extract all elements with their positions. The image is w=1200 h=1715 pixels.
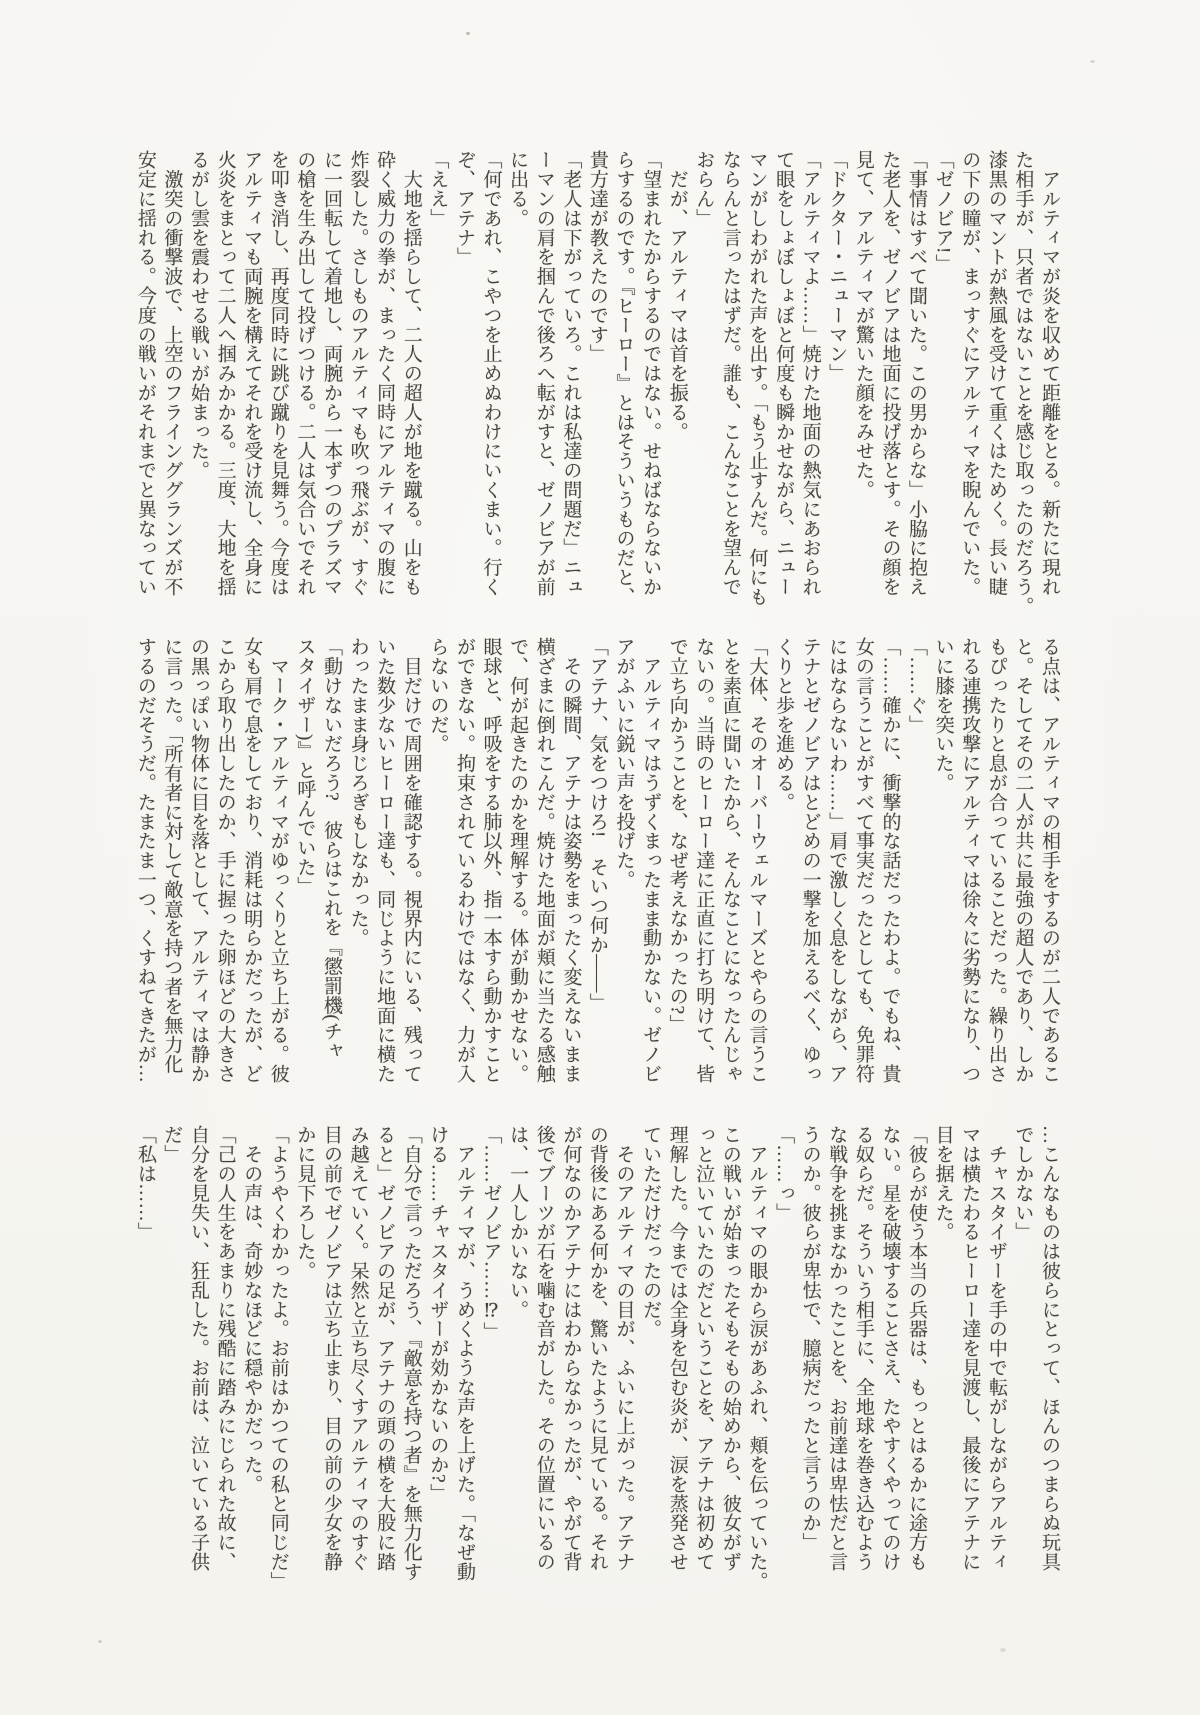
text-column: て眼をしょぼしょぼと何度も瞬かせながら、ニュー — [773, 150, 795, 597]
text-column: 目の前でゼノビアは立ち止まり、目の前の少女を静 — [320, 1125, 342, 1572]
text-column: 「大体、そのオーバーウェルマーズとやらの言うこ — [746, 637, 768, 1084]
text-column: る奴らだ。そういう相手に、全地球を巻き込むよう — [852, 1125, 874, 1572]
text-column: ける……チャスタイザーが効かないのか?」 — [427, 1125, 449, 1503]
text-column: にはならないわ……」肩で激しく息をしながら、ア — [826, 637, 848, 1084]
text-column: 漆黒のマントが熱風を受けて重くはためく。長い睫 — [985, 150, 1007, 597]
text-column: チャスタイザーを手の中で転がしながらアルティ — [985, 1125, 1007, 1572]
text-column: アルティマはうずくまったまま動かない。ゼノビ — [640, 637, 662, 1084]
text-column: 火炎をまとって二人へ掴みかかる。三度、大地を揺 — [214, 150, 236, 597]
text-column: 自分を見失い、狂乱した。お前は、泣いている子供 — [188, 1125, 209, 1572]
text-column: かに見下ろした。 — [294, 1125, 316, 1281]
text-column: で、何が起きたのかを理解する。体が動かせない。 — [507, 637, 529, 1084]
text-column: 「……ゼノビア……⁉」 — [480, 1125, 502, 1342]
text-column: の槍を生み出して投げつける。二人は気合いでそれ — [294, 150, 316, 597]
text-column: でしかない」 — [1012, 1125, 1034, 1242]
text-column: マは横たわるヒーロー達を見渡し、最後にアテナに — [959, 1125, 981, 1572]
text-column: に出る。 — [507, 150, 529, 228]
text-column: が何なのかアテナにはわからなかったが、やがて背 — [560, 1125, 582, 1572]
text-column: だ」 — [161, 1125, 183, 1164]
text-column: 「ドクター・ニューマン」 — [826, 150, 848, 383]
text-column: ない。星を破壊することさえ、たやすくやってのけ — [879, 1125, 901, 1572]
text-column: スタイザー)』と呼んでいた」 — [294, 637, 316, 896]
text-column: ていただけだったのだ。 — [640, 1125, 662, 1339]
text-column: アがふいに鋭い声を投げた。 — [613, 637, 635, 890]
text-column: を叩き消し、再度同時に跳び蹴りを見舞う。今度は — [267, 150, 289, 597]
text-column: そのアルティマの目が、ふいに上がった。アテナ — [613, 1125, 635, 1572]
text-column: こから取り出したのか、手に握った卵ほどの大きさ — [214, 637, 236, 1084]
text-column: とを素直に聞いたから、そんなことになったんじゃ — [719, 637, 741, 1084]
text-column: 女も肩で息をしており、消耗は明らかだったが、ど — [241, 637, 263, 1084]
text-column: 「……ぐ」 — [906, 637, 928, 734]
text-column: 見て、アルティマが驚いた顔をみせた。 — [852, 150, 874, 500]
text-column: な戦争を挑まなかったことを、お前達は卑怯だと言 — [826, 1125, 848, 1572]
text-column: 「アルティマよ……」焼けた地面の熱気にあおられ — [799, 150, 821, 597]
text-column: 後でブーツが石を噛む音がした。その位置にいるの — [533, 1125, 555, 1572]
text-column: 目を据えた。 — [932, 1125, 954, 1242]
text-column: 「何であれ、こやつを止めぬわけにいくまい。行く — [480, 150, 502, 597]
text-column: 「私は……」 — [134, 1125, 156, 1242]
text-column: ができない。拘束されているわけではなく、力が入 — [453, 637, 475, 1084]
text-column: テナとゼノビアはとどめの一撃を加えるべく、ゆっ — [799, 637, 821, 1084]
text-column: マーク・アルティマがゆっくりと立ち上がる。彼 — [267, 637, 289, 1084]
text-column: いた数少ないヒーロー達も、同じように地面に横た — [374, 637, 396, 1084]
text-column: 「望まれたからするのではない。せねばならないか — [640, 150, 662, 597]
scan-speck — [1090, 60, 1095, 63]
text-column: で立ち向かうことを、なぜ考えなかったの?」 — [666, 637, 688, 1034]
text-column: の下の瞳が、まっすぐにアルティマを睨んでいた。 — [959, 150, 981, 597]
text-column: ないの。当時のヒーロー達に正直に打ち明けて、皆 — [693, 637, 715, 1084]
text-column: その声は、奇妙なほどに穏やかだった。 — [241, 1125, 263, 1494]
text-column: は、一人しかいない。 — [507, 1125, 529, 1319]
text-column: 安定に揺れる。今度の戦いがそれまでと異なってい — [134, 150, 156, 597]
text-column: もぴったりと息が合っていることだった。繰り出さ — [985, 637, 1007, 1084]
text-column: ぞ、アテナ」 — [453, 150, 475, 267]
text-column: マンがしわがれた声を出す。「もう止すんだ。何にも — [746, 150, 768, 607]
text-column: 「ええ」 — [427, 150, 449, 228]
text-column: らするのです。『ヒーロー』とはそういうものだと、 — [613, 150, 635, 607]
scan-speck — [466, 32, 470, 35]
text-column: 「事情はすべて聞いた。この男からな」小脇に抱え — [906, 150, 928, 597]
text-column: アルティマが、うめくような声を上げた。「なぜ動 — [453, 1125, 475, 1582]
text-column: 貴方達が教えたのです」 — [586, 150, 608, 364]
text-column: アルティマが炎を収めて距離をとる。新たに現れ — [1039, 150, 1060, 597]
text-column: み越えていく。呆然と立ち尽くすアルティマのすぐ — [347, 1125, 369, 1572]
text-block-bottom — [131, 1125, 1062, 1591]
text-column: 「彼らが使う本当の兵器は、もっとはるかに途方も — [906, 1125, 928, 1572]
text-column: 「動けないだろう? 彼らはこれを『懲罰機(チャ — [320, 637, 342, 1060]
text-column: ると」ゼノビアの足が、アテナの頭の横を大股に踏 — [374, 1125, 396, 1572]
text-column: 炸裂した。さしものアルティマも吹っ飛ぶが、すぐ — [347, 150, 369, 597]
text-column: れる連携攻撃にアルティマは徐々に劣勢になり、つ — [959, 637, 981, 1084]
text-column: の背後にある何かを、驚いたように見ている。それ — [586, 1125, 608, 1572]
text-column: いに膝を突いた。 — [932, 637, 954, 793]
text-column: その瞬間、アテナは姿勢をまったく変えないまま — [560, 637, 582, 1084]
scan-speck — [1000, 1648, 1006, 1652]
text-column: 「アテナ、気をつけろ! そいつ何か――」 — [586, 637, 608, 1013]
text-column: た老人を、ゼノビアは地面に投げ落とす。その顔を — [879, 150, 901, 597]
text-column: ならんと言ったはずだ。誰も、こんなことを望んで — [719, 150, 741, 597]
text-column: っと泣いていたのだということを、アテナは初めて — [693, 1125, 715, 1572]
text-block-top — [131, 150, 1062, 616]
text-column: するのだそうだ。たまたま一つ、くすねてきたが… — [134, 637, 156, 1084]
text-column: 理解した。今までは全身を包む炎が、涙を蒸発させ — [666, 1125, 688, 1572]
text-column: と。そしてその二人が共に最強の超人であり、しか — [1012, 637, 1034, 1084]
text-column: この戦いが始まったそもそもの始めから、彼女がず — [719, 1125, 741, 1572]
text-column: おらん」 — [693, 150, 715, 228]
text-column: 砕く威力の拳が、まったく同時にアルティマの腹に — [374, 150, 396, 597]
text-column: アルティマの眼から涙があふれ、頬を伝っていた。 — [746, 1125, 768, 1591]
text-column: だが、アルティマは首を振る。 — [666, 150, 688, 441]
text-column: に一回転して着地し、両腕から一本ずつのプラズマ — [320, 150, 342, 597]
text-column: 「ゼノビア!」 — [932, 150, 954, 274]
text-column: …こんなものは彼らにとって、ほんのつまらぬ玩具 — [1039, 1125, 1060, 1572]
text-column: 「老人は下がっていろ。これは私達の問題だ」ニュ — [560, 150, 582, 597]
text-column: 女の言うことがすべて事実だったとしても、免罪符 — [852, 637, 874, 1084]
text-column: 激突の衝撃波で、上空のフラインググランズが不 — [161, 150, 183, 597]
text-column: 「……っ」 — [773, 1125, 795, 1222]
text-block-middle — [131, 637, 1062, 1083]
text-column: るがし雲を震わせる戦いが始まった。 — [188, 150, 209, 480]
text-column: うのか。彼らが卑怯で、臆病だったと言うのか」 — [799, 1125, 821, 1552]
text-column: 「ようやくわかったよ。お前はかつての私と同じだ」 — [267, 1125, 289, 1591]
text-column: 目だけで周囲を確認する。視界内にいる、残って — [400, 637, 422, 1084]
text-column: アルティマも両腕を構えてそれを受け流し、全身に — [241, 150, 263, 597]
text-column: らないのだ。 — [427, 637, 449, 754]
text-column: 「自分で言っただろう、『敵意を持つ者』を無力化す — [400, 1125, 422, 1582]
text-column: 横ざまに倒れこんだ。焼けた地面が頬に当たる感触 — [533, 637, 555, 1084]
text-column: 「己の人生をあまりに残酷に踏みにじられた故に、 — [214, 1125, 236, 1572]
text-column: 眼球と、呼吸をする肺以外、指一本すら動かすこと — [480, 637, 502, 1084]
text-column: 大地を揺らして、二人の超人が地を蹴る。山をも — [400, 150, 422, 597]
text-column: る点は、アルティマの相手をするのが二人であるこ — [1039, 637, 1060, 1084]
text-column: た相手が、只者ではないことを感じ取ったのだろう。 — [1012, 150, 1034, 616]
text-column: に言った。「所有者に対して敵意を持つ者を無力化 — [161, 637, 183, 1074]
text-column: くりと歩を進める。 — [773, 637, 795, 812]
text-column: わったまま身じろぎもしなかった。 — [347, 637, 369, 948]
text-column: 「……確かに、衝撃的な話だったわよ。でもね、貴 — [879, 637, 901, 1084]
text-column: ーマンの肩を掴んで後ろへ転がすと、ゼノビアが前 — [533, 150, 555, 597]
scan-speck — [98, 1640, 102, 1643]
text-column: の黒っぽい物体に目を落として、アルティマは静か — [188, 637, 209, 1084]
